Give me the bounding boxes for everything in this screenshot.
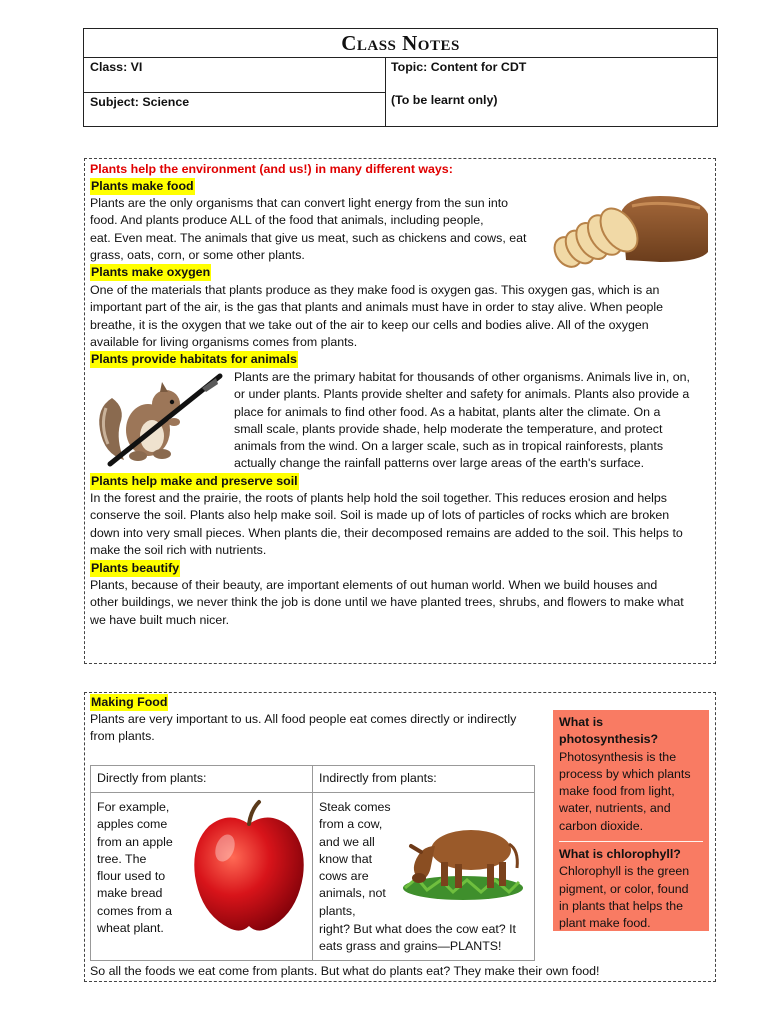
text-line: flour used to xyxy=(97,869,166,884)
topic-label: Topic: Content for CDT xyxy=(391,60,527,74)
oxygen-heading-text: Plants make oxygen xyxy=(90,264,211,281)
text-line: Plants are the primary habitat for thousands of other organisms. Animals live in, on, xyxy=(234,370,690,384)
text-line: conserve the soil. Plants also help make soil. Soil is made up of lots of particles of rocks which are broken xyxy=(90,508,670,523)
subject-label: Subject: Science xyxy=(90,95,190,109)
text-line: and we all xyxy=(319,834,375,849)
text-line: process by which plants xyxy=(559,766,691,781)
text-line: Photosynthesis is the xyxy=(559,749,677,764)
text-line: animals from the wind. On a larger scale, such as in tropical rainforests, plants xyxy=(234,439,664,454)
text-line: Chlorophyll is the green xyxy=(559,864,690,879)
text-line: right? But what does the cow eat? It xyxy=(319,922,516,936)
text-line: from an apple xyxy=(97,834,173,849)
sidebox-divider xyxy=(559,841,703,842)
text-line: plants, xyxy=(319,903,356,918)
text-line: Plants are very important to us. All food people eat comes directly or indirectly xyxy=(90,712,517,726)
text-line: small scale, plants provide shade, help moderate the temperature, and protect xyxy=(234,421,663,436)
header-divider-horizontal xyxy=(84,92,385,93)
text-line: make bread xyxy=(97,886,163,901)
habitat-heading-text: Plants provide habitats for animals xyxy=(90,351,298,368)
text-line: down into very small pieces. When plants die, their decomposed remains are added to the soil. This helps to xyxy=(90,525,683,540)
soil-heading xyxy=(90,473,299,490)
text-line: food. And plants produce ALL of the food that animals, including people, xyxy=(90,213,484,228)
making-food-intro xyxy=(90,711,550,746)
info-sidebox xyxy=(553,710,709,931)
text-line: Plants are the only organisms that can convert light energy from the sun into xyxy=(90,196,509,210)
bread-image xyxy=(540,192,712,272)
habitat-paragraph xyxy=(234,369,712,473)
class-label: Class: VI xyxy=(90,60,143,74)
text-line: eats grass and grains—PLANTS! xyxy=(319,939,502,954)
header-divider-vertical xyxy=(385,57,386,127)
col-header-indirect: Indirectly from plants: xyxy=(313,766,534,793)
food-heading-text: Plants make food xyxy=(90,178,195,195)
text-line: make the soil rich with nutrients. xyxy=(90,542,267,557)
making-food-heading-text: Making Food xyxy=(90,694,168,711)
beautify-paragraph xyxy=(90,577,710,629)
apple-image xyxy=(189,796,309,936)
text-line: Steak comes xyxy=(319,800,391,814)
making-food-heading xyxy=(90,694,168,711)
text-line: breathe, it is the oxygen that we take out of the air to keep our cells and bodies alive. All of the oxygen xyxy=(90,317,649,332)
indirect-text-tail xyxy=(319,921,531,956)
text-line: in plants that helps the xyxy=(559,898,683,913)
text-line: from plants. xyxy=(90,729,155,744)
text-line: important part of the air, is the gas that plants and animals must have in order to stay alive. When people xyxy=(90,300,664,315)
text-line: plant make food. xyxy=(559,916,651,931)
text-line: available for living organisms comes from plants. xyxy=(90,334,358,349)
food-source-table xyxy=(90,765,535,961)
text-line: One of the materials that plants produce as they make food is oxygen gas. This oxygen gas, which is an xyxy=(90,283,660,297)
cow-image xyxy=(397,806,525,902)
food-heading xyxy=(90,178,195,195)
text-line: comes from a xyxy=(97,903,173,918)
col-header-direct: Directly from plants: xyxy=(91,766,313,793)
beautify-heading xyxy=(90,560,180,577)
text-line: In the forest and the prairie, the roots of plants help hold the soil together. This reduces erosion and helps xyxy=(90,491,667,505)
text-line: actually change the rainfall patterns over large areas of the earth's surface. xyxy=(234,456,645,471)
text-line: cows are xyxy=(319,869,369,884)
text-line: grass, oats, corn, or some other plants. xyxy=(90,247,305,262)
text-line: pigment, or color, found xyxy=(559,881,689,896)
oxygen-heading xyxy=(90,264,211,281)
text-line: from a cow, xyxy=(319,817,383,832)
note-label: (To be learnt only) xyxy=(391,93,498,107)
page-title: Class Notes xyxy=(84,29,717,58)
text-line: tree. The xyxy=(97,851,147,866)
text-line: we have built much nicer. xyxy=(90,612,230,627)
making-food-footer: So all the foods we eat come from plants. But what do plants eat? They make their own food! xyxy=(90,964,600,978)
direct-text xyxy=(97,799,189,937)
food-paragraph xyxy=(90,195,550,264)
beautify-heading-text: Plants beautify xyxy=(90,560,180,577)
text-line: Plants, because of their beauty, are important elements of out human world. When we build houses and xyxy=(90,578,658,592)
oxygen-paragraph xyxy=(90,282,710,351)
text-line: animals, not xyxy=(319,886,386,901)
text-line: other buildings, we never think the job is done until we have planted trees, shrubs, and flowers to make what xyxy=(90,595,684,610)
text-line: apples come xyxy=(97,817,168,832)
squirrel-image xyxy=(90,368,230,472)
text-line: wheat plant. xyxy=(97,921,164,936)
photosynthesis-question: What is photosynthesis? xyxy=(559,715,659,747)
text-line: place for animals to find other food. As a habitat, plants alter the climate. On a xyxy=(234,404,661,419)
soil-heading-text: Plants help make and preserve soil xyxy=(90,473,299,490)
section-bottom-border xyxy=(84,981,716,982)
intro-heading: Plants help the environment (and us!) in many different ways: xyxy=(90,162,453,176)
text-line: carbon dioxide. xyxy=(559,818,644,833)
class-notes-header xyxy=(83,28,718,127)
habitat-heading xyxy=(90,351,298,368)
text-line: or under plants. Plants provide shelter and safety for animals. Plants also provide a xyxy=(234,387,690,402)
text-line: know that xyxy=(319,851,373,866)
chlorophyll-question: What is chlorophyll? xyxy=(559,847,681,862)
indirect-text xyxy=(319,799,409,920)
text-line: water, nutrients, and xyxy=(559,801,671,816)
text-line: make food from light, xyxy=(559,784,675,799)
soil-paragraph xyxy=(90,490,710,559)
text-line: For example, xyxy=(97,800,170,814)
text-line: eat. Even meat. The animals that give us meat, such as chickens and cows, eat xyxy=(90,230,527,245)
